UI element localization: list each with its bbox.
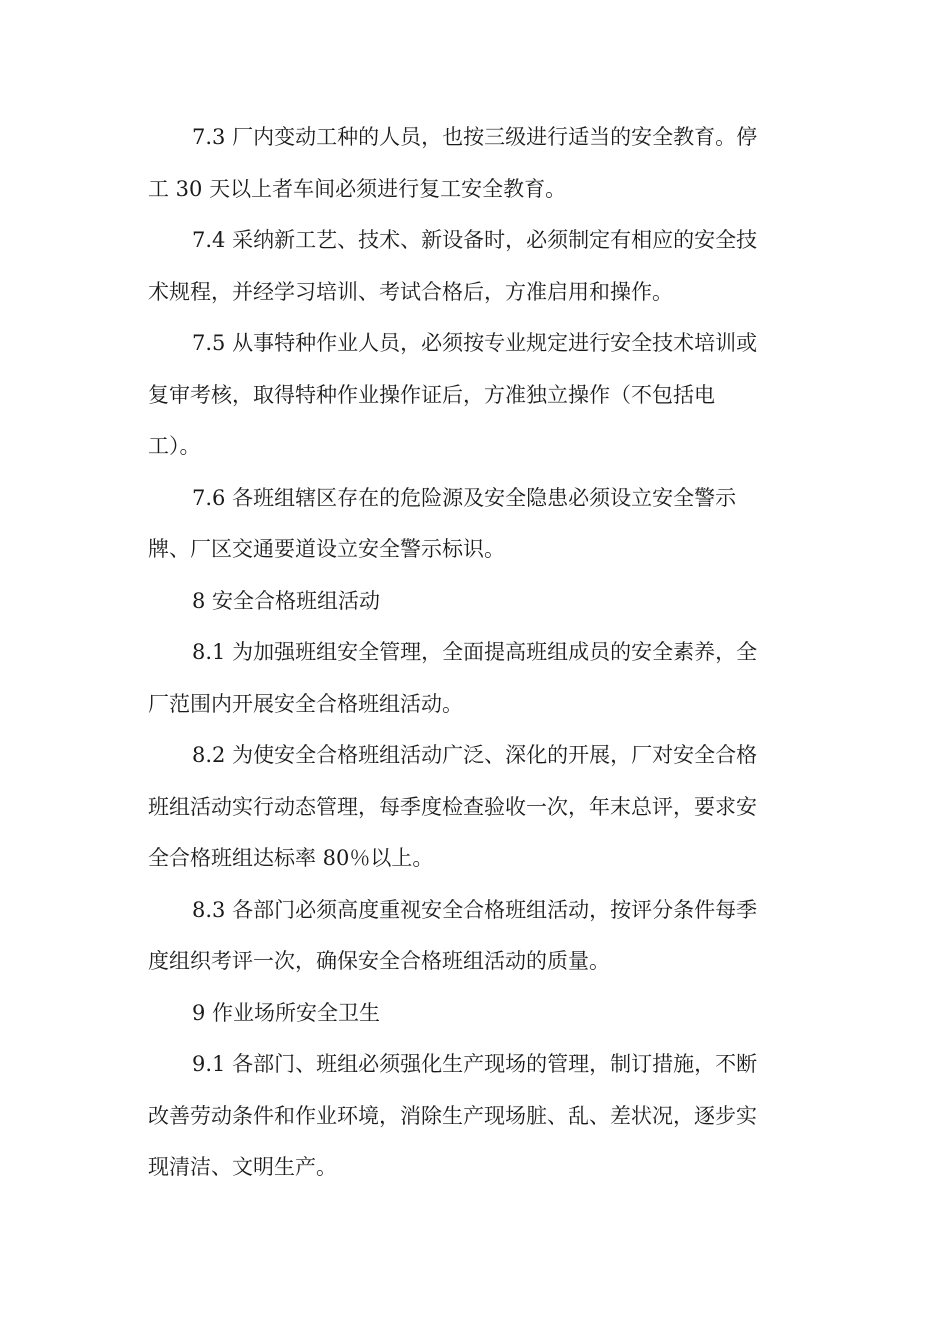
paragraph-9-1 xyxy=(148,1039,808,1194)
text-line: 9.1 各部门、班组必须强化生产现场的管理，制订措施，不断 xyxy=(192,1052,758,1076)
document-body xyxy=(148,112,808,1194)
section-heading-8 xyxy=(148,576,808,628)
text-line: 7.5 从事特种作业人员，必须按专业规定进行安全技术培训或 xyxy=(192,331,758,355)
text-line: 8.3 各部门必须高度重视安全合格班组活动，按评分条件每季 xyxy=(192,897,758,922)
text-line: 8.2 为使安全合格班组活动广泛、深化的开展，厂对安全合格 xyxy=(192,743,758,767)
section-heading-9 xyxy=(148,988,808,1040)
heading-text: 9 作业场所安全卫生 xyxy=(192,1000,381,1025)
paragraph-7-5 xyxy=(148,318,808,473)
text-line: 复审考核，取得特种作业操作证后，方准独立操作（不包括电 xyxy=(148,382,715,407)
text-line: 工）。 xyxy=(148,434,201,458)
text-line: 8.1 为加强班组安全管理，全面提高班组成员的安全素养，全 xyxy=(192,640,758,664)
paragraph-7-6 xyxy=(148,473,808,576)
text-line: 厂范围内开展安全合格班组活动。 xyxy=(148,691,463,716)
text-line: 现清洁、文明生产。 xyxy=(148,1155,337,1179)
text-line: 牌、厂区交通要道设立安全警示标识。 xyxy=(148,537,505,561)
text-line: 7.3 厂内变动工种的人员，也按三级进行适当的安全教育。停 xyxy=(192,125,758,149)
text-line: 度组织考评一次，确保安全合格班组活动的质量。 xyxy=(148,949,610,973)
text-line: 班组活动实行动态管理，每季度检查验收一次，年末总评，要求安 xyxy=(148,794,757,819)
text-line: 全合格班组达标率 80％以上。 xyxy=(148,846,434,870)
paragraph-7-3 xyxy=(148,112,808,215)
paragraph-8-3 xyxy=(148,885,808,988)
text-line: 7.4 采纳新工艺、技术、新设备时，必须制定有相应的安全技 xyxy=(192,228,758,252)
text-line: 7.6 各班组辖区存在的危险源及安全隐患必须设立安全警示 xyxy=(192,485,737,510)
paragraph-8-1 xyxy=(148,627,808,730)
text-line: 改善劳动条件和作业环境，消除生产现场脏、乱、差状况，逐步实 xyxy=(148,1103,757,1128)
heading-text: 8 安全合格班组活动 xyxy=(192,588,381,613)
text-line: 工 30 天以上者车间必须进行复工安全教育。 xyxy=(148,176,567,201)
paragraph-8-2 xyxy=(148,730,808,885)
text-line: 术规程，并经学习培训、考试合格后，方准启用和操作。 xyxy=(148,279,673,304)
paragraph-7-4 xyxy=(148,215,808,318)
